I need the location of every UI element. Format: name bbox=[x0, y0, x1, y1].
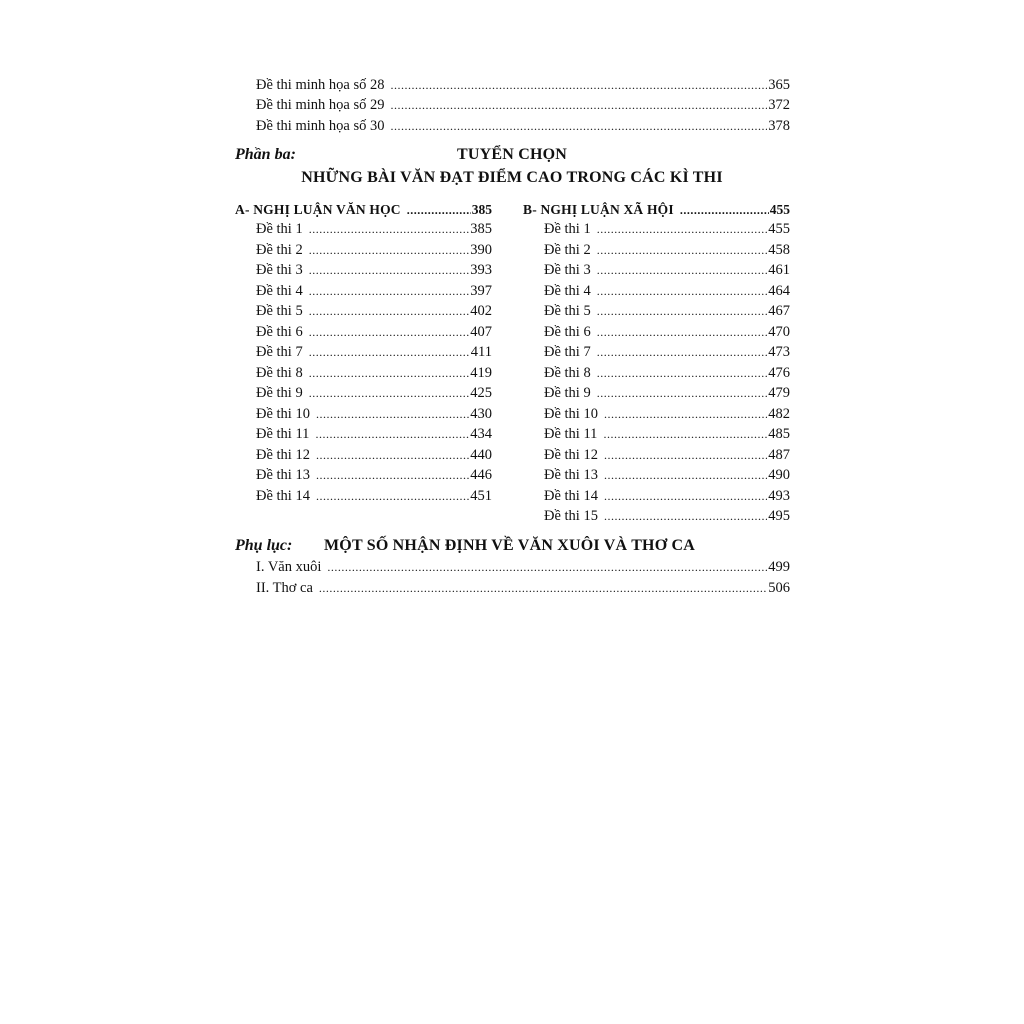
dot-leader bbox=[315, 424, 469, 444]
toc-entry bbox=[256, 465, 492, 485]
toc-entry bbox=[544, 445, 790, 465]
dot-leader bbox=[603, 424, 767, 444]
dot-leader bbox=[680, 200, 769, 220]
toc-entry-page: 506 bbox=[768, 580, 790, 596]
toc-entry-page: 402 bbox=[470, 303, 492, 319]
toc-entry-page: 487 bbox=[768, 446, 790, 463]
toc-entry-page: 490 bbox=[768, 467, 790, 483]
toc-entry-page: 495 bbox=[768, 508, 790, 524]
dot-leader bbox=[309, 342, 470, 362]
toc-entry-page: 458 bbox=[768, 241, 790, 258]
toc-entry bbox=[544, 301, 790, 321]
toc-entry-page: 419 bbox=[470, 364, 492, 381]
toc-entry bbox=[544, 404, 790, 424]
dot-leader bbox=[597, 219, 768, 239]
toc-entry-label: Đề thi 8 bbox=[544, 364, 591, 381]
dot-leader bbox=[319, 578, 767, 598]
toc-entry bbox=[256, 342, 492, 362]
dot-leader bbox=[604, 465, 767, 485]
dot-leader bbox=[604, 404, 767, 424]
part-title-line2: NHỮNG BÀI VĂN ĐẠT ĐIỂM CAO TRONG CÁC KÌ THI bbox=[301, 169, 723, 186]
toc-entry-page: 385 bbox=[470, 221, 492, 237]
toc-entry-label: Đề thi 3 bbox=[256, 262, 303, 278]
dot-leader bbox=[309, 301, 470, 321]
toc-entry bbox=[256, 424, 492, 444]
dot-leader bbox=[390, 116, 767, 136]
toc-entry-page: 464 bbox=[768, 282, 790, 299]
toc-entry bbox=[544, 506, 790, 526]
toc-entry-label: Đề thi 4 bbox=[544, 282, 591, 299]
toc-entry-label: Đề thi 1 bbox=[544, 221, 591, 237]
toc-entry-label: Đề thi 14 bbox=[256, 487, 310, 504]
toc-entry-page: 378 bbox=[768, 118, 790, 134]
toc-entry bbox=[256, 404, 492, 424]
dot-leader bbox=[316, 445, 469, 465]
dot-leader bbox=[407, 200, 471, 220]
toc-entry-page: 467 bbox=[768, 303, 790, 319]
toc-entry-label: Đề thi minh họa số 28 bbox=[256, 77, 385, 93]
toc-entry-label: Đề thi 13 bbox=[544, 467, 598, 483]
toc-entry bbox=[256, 75, 790, 95]
toc-entry bbox=[544, 465, 790, 485]
toc-entry-page: 407 bbox=[470, 323, 492, 340]
toc-entry bbox=[256, 281, 492, 301]
toc-entry bbox=[544, 240, 790, 260]
dot-leader bbox=[597, 342, 768, 362]
part-label: Phần ba: bbox=[235, 146, 296, 163]
dot-leader bbox=[316, 486, 469, 506]
toc-entry-page: 473 bbox=[768, 344, 790, 360]
toc-entry-page: 430 bbox=[470, 405, 492, 422]
toc-entry-page: 425 bbox=[470, 385, 492, 401]
dot-leader bbox=[597, 260, 768, 280]
section-b-heading bbox=[523, 200, 790, 220]
toc-entry-page: 479 bbox=[768, 385, 790, 401]
toc-entry-page: 434 bbox=[470, 426, 492, 442]
toc-entry-page: 476 bbox=[768, 364, 790, 381]
appendix-label: Phụ lục: bbox=[235, 537, 293, 554]
section-a-heading bbox=[235, 200, 492, 220]
dot-leader bbox=[309, 260, 470, 280]
toc-entry bbox=[544, 322, 790, 342]
toc-entry-label: Đề thi 11 bbox=[256, 426, 310, 442]
toc-entry-label: Đề thi 6 bbox=[544, 323, 591, 340]
dot-leader bbox=[604, 486, 767, 506]
toc-entry-page: 485 bbox=[768, 426, 790, 442]
toc-entry-label: Đề thi 10 bbox=[256, 405, 310, 422]
dot-leader bbox=[309, 240, 470, 260]
section-heading-page: 455 bbox=[769, 202, 790, 217]
dot-leader bbox=[597, 363, 768, 383]
toc-entry-label: Đề thi 14 bbox=[544, 487, 598, 504]
toc-entry-label: Đề thi 5 bbox=[544, 303, 591, 319]
dot-leader bbox=[597, 240, 768, 260]
toc-entry-label: Đề thi 7 bbox=[544, 344, 591, 360]
toc-entry-page: 446 bbox=[470, 467, 492, 483]
toc-entry bbox=[256, 486, 492, 506]
toc-entry-label: Đề thi minh họa số 29 bbox=[256, 97, 385, 113]
toc-entry bbox=[256, 219, 492, 239]
toc-entry-label: Đề thi 15 bbox=[544, 508, 598, 524]
toc-entry-label: Đề thi 12 bbox=[256, 446, 310, 463]
toc-entry-page: 440 bbox=[470, 446, 492, 463]
toc-entry bbox=[544, 260, 790, 280]
section-heading-label: B- NGHỊ LUẬN XÃ HỘI bbox=[523, 202, 674, 217]
toc-entry bbox=[544, 486, 790, 506]
toc-entry-label: Đề thi 12 bbox=[544, 446, 598, 463]
dot-leader bbox=[597, 383, 768, 403]
toc-entry-label: I. Văn xuôi bbox=[256, 559, 322, 575]
dot-leader bbox=[309, 219, 470, 239]
toc-entry bbox=[544, 342, 790, 362]
toc-entry-page: 482 bbox=[768, 405, 790, 422]
toc-entry-label: Đề thi 9 bbox=[256, 385, 303, 401]
toc-entry bbox=[256, 322, 492, 342]
toc-entry bbox=[256, 445, 492, 465]
dot-leader bbox=[309, 383, 470, 403]
dot-leader bbox=[309, 363, 470, 383]
toc-entry-page: 372 bbox=[768, 97, 790, 113]
toc-entry-label: Đề thi minh họa số 30 bbox=[256, 118, 385, 134]
dot-leader bbox=[390, 95, 767, 115]
dot-leader bbox=[390, 75, 767, 95]
toc-entry-page: 461 bbox=[768, 262, 790, 278]
toc-entry-page: 499 bbox=[768, 559, 790, 575]
dot-leader bbox=[597, 322, 768, 342]
toc-entry-page: 493 bbox=[768, 487, 790, 504]
dot-leader bbox=[604, 506, 767, 526]
toc-entry bbox=[256, 383, 492, 403]
toc-entry-page: 451 bbox=[470, 487, 492, 504]
toc-entry bbox=[544, 424, 790, 444]
toc-entry-label: Đề thi 11 bbox=[544, 426, 598, 442]
dot-leader bbox=[597, 301, 768, 321]
toc-entry-page: 397 bbox=[470, 282, 492, 299]
toc-entry-page: 470 bbox=[768, 323, 790, 340]
toc-entry-label: Đề thi 3 bbox=[544, 262, 591, 278]
toc-entry bbox=[256, 240, 492, 260]
toc-entry-page: 455 bbox=[768, 221, 790, 237]
dot-leader bbox=[309, 281, 470, 301]
appendix-title: MỘT SỐ NHẬN ĐỊNH VỀ VĂN XUÔI VÀ THƠ CA bbox=[324, 537, 696, 554]
toc-entry-label: Đề thi 10 bbox=[544, 405, 598, 422]
toc-entry-label: II. Thơ ca bbox=[256, 580, 313, 596]
toc-entry bbox=[256, 116, 790, 136]
toc-entry bbox=[256, 301, 492, 321]
dot-leader bbox=[604, 445, 767, 465]
toc-entry-label: Đề thi 4 bbox=[256, 282, 303, 299]
toc-entry-label: Đề thi 8 bbox=[256, 364, 303, 381]
toc-entry-label: Đề thi 2 bbox=[544, 241, 591, 258]
toc-entry bbox=[256, 363, 492, 383]
dot-leader bbox=[309, 322, 470, 342]
toc-entry bbox=[256, 95, 790, 115]
toc-entry-label: Đề thi 7 bbox=[256, 344, 303, 360]
toc-entry-page: 390 bbox=[470, 241, 492, 258]
dot-leader bbox=[316, 404, 469, 424]
toc-entry-page: 365 bbox=[768, 77, 790, 93]
dot-leader bbox=[327, 557, 767, 577]
toc-entry bbox=[544, 281, 790, 301]
toc-entry-label: Đề thi 13 bbox=[256, 467, 310, 483]
toc-entry bbox=[256, 578, 790, 598]
toc-entry-label: Đề thi 6 bbox=[256, 323, 303, 340]
toc-entry bbox=[544, 363, 790, 383]
toc-entry bbox=[544, 383, 790, 403]
toc-entry-page: 411 bbox=[470, 344, 492, 360]
toc-entry-label: Đề thi 9 bbox=[544, 385, 591, 401]
dot-leader bbox=[316, 465, 469, 485]
toc-entry bbox=[256, 260, 492, 280]
toc-entry-label: Đề thi 5 bbox=[256, 303, 303, 319]
part-title-line1: TUYỂN CHỌN bbox=[456, 146, 567, 163]
toc-entry-label: Đề thi 1 bbox=[256, 221, 303, 237]
toc-entry bbox=[256, 557, 790, 577]
dot-leader bbox=[597, 281, 768, 301]
section-heading-page: 385 bbox=[471, 202, 492, 217]
toc-entry-page: 393 bbox=[470, 262, 492, 278]
section-heading-label: A- NGHỊ LUẬN VĂN HỌC bbox=[235, 202, 401, 217]
toc-entry bbox=[544, 219, 790, 239]
toc-entry-label: Đề thi 2 bbox=[256, 241, 303, 258]
